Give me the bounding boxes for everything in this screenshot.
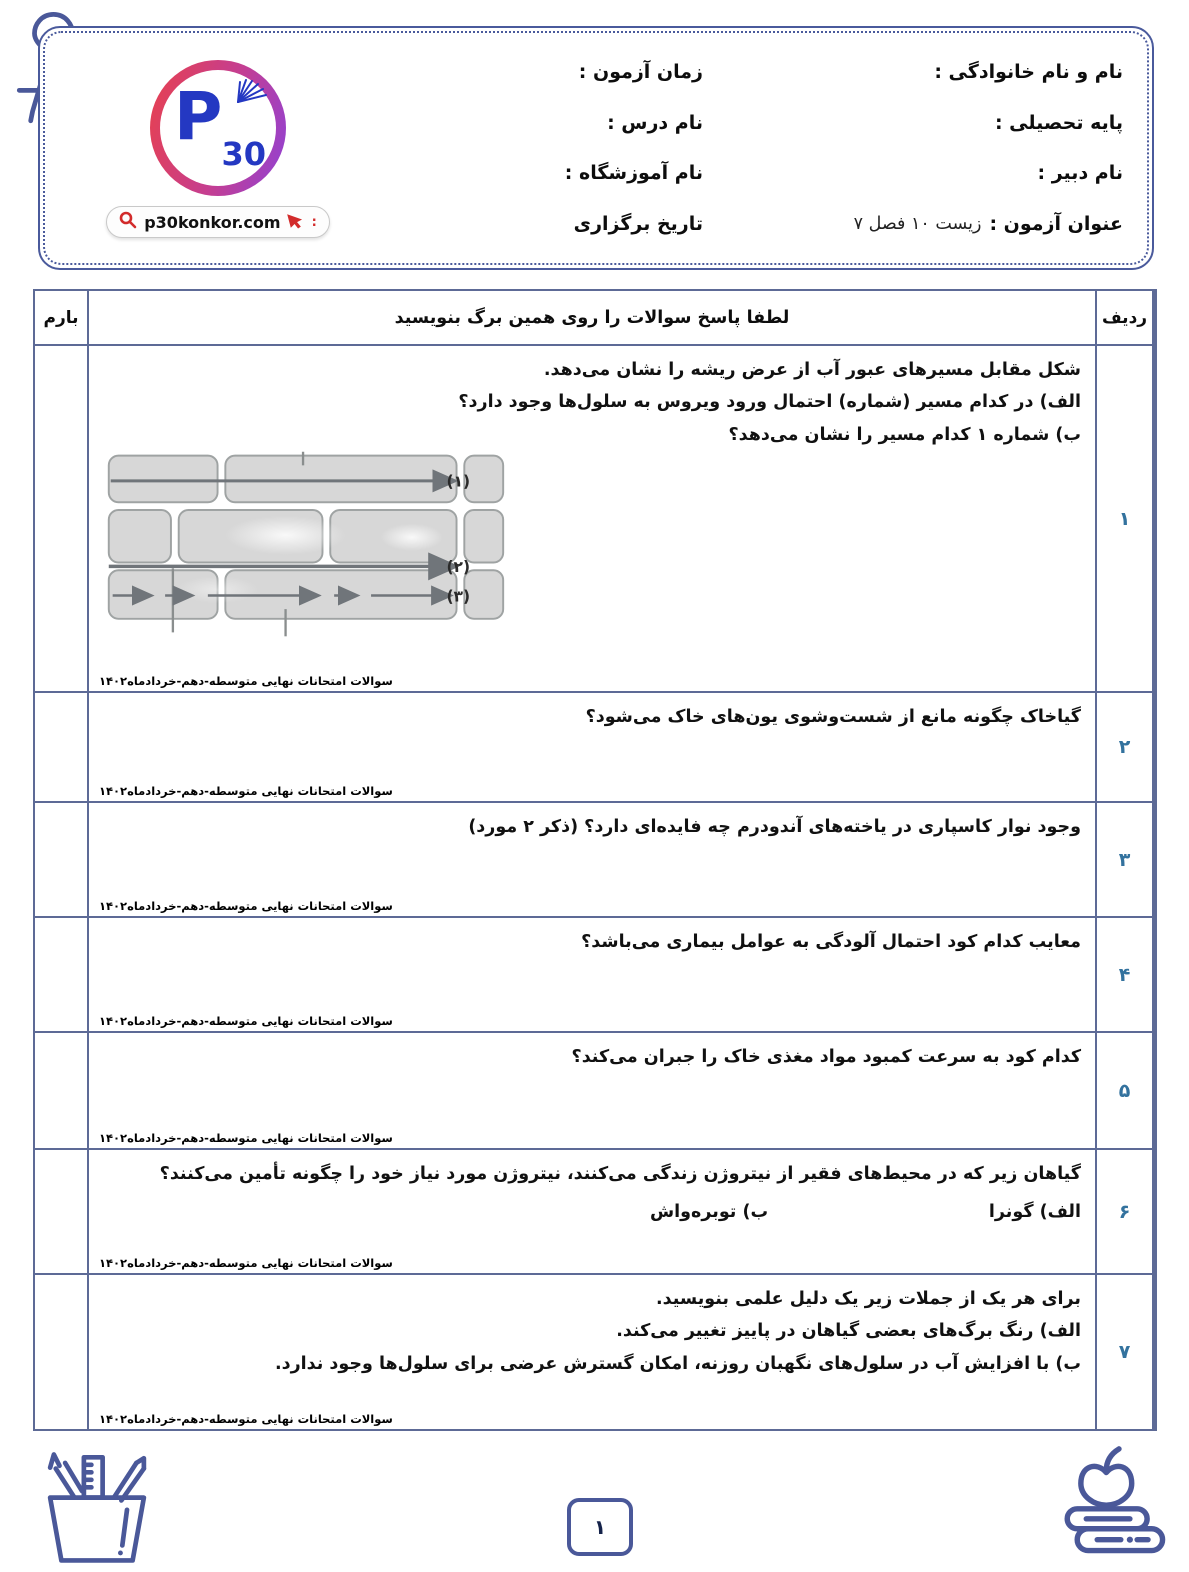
logo-letter-p: P	[174, 78, 221, 155]
source-note: سوالات امتحانات نهایی متوسطه-دهم-خردادماه۱۴۰۲	[99, 1256, 393, 1270]
source-note: سوالات امتحانات نهایی متوسطه-دهم-خردادماه۱۴۰۲	[99, 1131, 393, 1145]
row-number: ۴	[1118, 963, 1131, 986]
source-note: سوالات امتحانات نهایی متوسطه-دهم-خردادماه۱۴۰۲	[99, 1014, 393, 1028]
p30-site-pill	[106, 206, 330, 238]
p30-logo	[63, 45, 373, 253]
row-number: ۳	[1118, 848, 1131, 871]
question-text: الف) رنگ برگ‌های بعضی گیاهان در پاییز تغییر می‌کند.	[616, 1321, 1081, 1342]
field-exam-time: زمان آزمون :	[578, 61, 703, 83]
books-apple-icon	[1050, 1436, 1168, 1572]
row-number: ۵	[1118, 1079, 1131, 1102]
row-number: ۱	[1118, 507, 1131, 530]
score-cell	[35, 693, 87, 801]
question-text: کدام کود به سرعت کمبود مواد مغذی خاک را جبران می‌کند؟	[571, 1047, 1081, 1067]
question-row-6	[35, 1148, 1152, 1273]
score-cell	[35, 803, 87, 916]
search-icon	[119, 211, 137, 233]
field-teacher-name: نام دبیر :	[1037, 162, 1123, 185]
source-note: سوالات امتحانات نهایی متوسطه-دهم-خردادماه۱۴۰۲	[99, 784, 393, 798]
field-exam-title: عنوان آزمون : زیست ۱۰ فصل ۷	[853, 212, 1123, 235]
pencil-cup-icon	[22, 1446, 172, 1572]
table-instruction: لطفا پاسخ سوالات را روی همین برگ بنویسید	[394, 307, 790, 328]
question-text: ب) با افزایش آب در سلول‌های نگهبان روزنه، امکان گسترش عرضی برای سلول‌ها وجود ندارد.	[274, 1353, 1081, 1374]
logo-number-30: 30	[221, 135, 266, 173]
question-part-a: الف) گونرا	[988, 1202, 1081, 1223]
question-row-7	[35, 1273, 1152, 1429]
field-school-name: نام آموزشگاه :	[564, 162, 703, 185]
question-text: برای هر یک از جملات زیر یک دلیل علمی بنویسید.	[656, 1289, 1081, 1309]
row-number: ۷	[1118, 1341, 1131, 1363]
diagram-label-1: (۱)	[446, 472, 471, 491]
question-text: وجود نوار کاسپاری در یاخته‌های آندودرم چه فایده‌ای دارد؟ (ذکر ۲ مورد)	[468, 817, 1081, 837]
diagram-label-2: (۲)	[446, 558, 471, 577]
field-grade: پایه تحصیلی :	[994, 111, 1123, 134]
question-text: ب) شماره ۱ کدام مسیر را نشان می‌دهد؟	[728, 424, 1081, 445]
cursor-icon	[288, 211, 305, 233]
table-header-row	[35, 291, 1152, 344]
header-fields-middle	[373, 45, 703, 253]
question-row-5	[35, 1031, 1152, 1148]
question-table	[33, 289, 1157, 1431]
question-row-4	[35, 916, 1152, 1031]
question-row-2	[35, 691, 1152, 801]
col-header-score: بارم	[43, 307, 79, 328]
source-note: سوالات امتحانات نهایی متوسطه-دهم-خردادماه۱۴۰۲	[99, 1412, 393, 1426]
field-student-name: نام و نام خانوادگی :	[934, 61, 1123, 83]
header-fields-right	[703, 45, 1123, 253]
col-header-row-number: ردیف	[1101, 307, 1148, 328]
score-cell	[35, 918, 87, 1031]
question-text: گیاخاک چگونه مانع از شست‌وشوی یون‌های خاک می‌شود؟	[585, 707, 1081, 727]
score-cell	[35, 1033, 87, 1148]
p30-logo-ring	[150, 60, 286, 196]
question-text: معایب کدام کود احتمال آلودگی به عوامل بیماری می‌باشد؟	[581, 932, 1081, 952]
field-course-name: نام درس :	[607, 111, 703, 134]
book-pages-icon	[232, 76, 268, 108]
source-note: سوالات امتحانات نهایی متوسطه-دهم-خردادماه۱۴۰۲	[99, 899, 393, 913]
pill-colon: :	[311, 214, 317, 230]
diagram-label-3: (۳)	[446, 587, 471, 606]
score-cell	[35, 346, 87, 691]
root-water-pathways-diagram	[101, 450, 509, 640]
score-cell	[35, 1150, 87, 1273]
row-number: ۲	[1118, 736, 1131, 758]
exam-title-value: زیست ۱۰ فصل ۷	[853, 213, 982, 234]
row-number: ۶	[1118, 1200, 1131, 1223]
question-part-b: ب) توبره‌واش	[650, 1202, 769, 1223]
exam-header-box	[38, 26, 1154, 270]
question-text: گیاهان زیر که در محیط‌های فقیر از نیتروژن زندگی می‌کنند، نیتروژن مورد نیاز خود را چگونه تأمین می‌کنند؟	[159, 1164, 1081, 1184]
score-cell	[35, 1275, 87, 1429]
source-note: سوالات امتحانات نهایی متوسطه-دهم-خردادماه۱۴۰۲	[99, 674, 393, 688]
question-text: شکل مقابل مسیرهای عبور آب از عرض ریشه را نشان می‌دهد.	[543, 360, 1081, 380]
field-exam-date: تاریخ برگزاری	[573, 212, 703, 235]
site-url: p30konkor.com	[144, 212, 281, 232]
question-row-3	[35, 801, 1152, 916]
page-number: ۱	[567, 1498, 633, 1556]
question-text: الف) در کدام مسیر (شماره) احتمال ورود ویروس به سلول‌ها وجود دارد؟	[458, 392, 1081, 413]
question-row-1	[35, 344, 1152, 691]
